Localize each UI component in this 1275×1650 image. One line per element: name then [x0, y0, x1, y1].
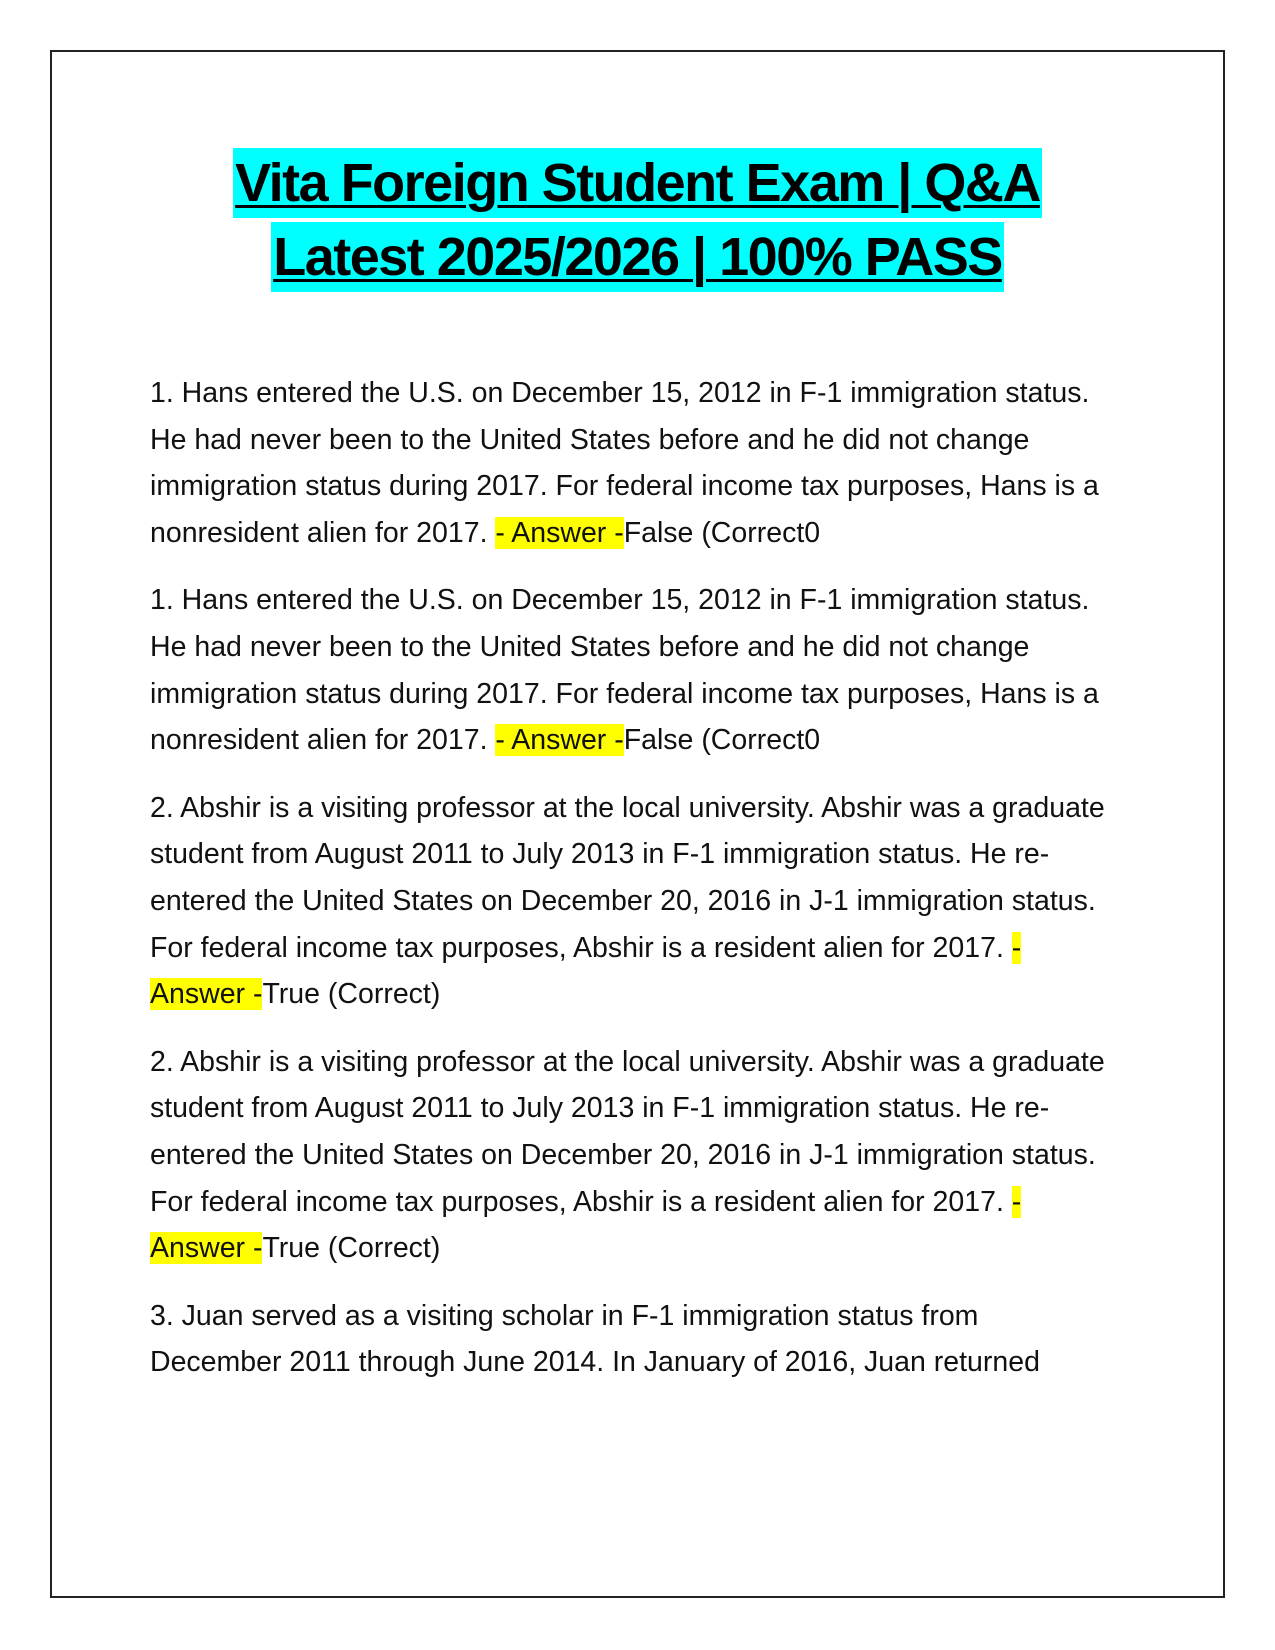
question-text: 1. Hans entered the U.S. on December 15, 2012 in F-1 immigration status. He had never been to the United States before and he did not change immigration status during 2017. For federal income tax purposes, Hans is a nonresident alien for 2017. [150, 584, 1099, 757]
answer-text: True (Correct) [262, 1232, 441, 1265]
title-line-2: Latest 2025/2026 | 100% PASS [271, 222, 1004, 292]
answer-text: True (Correct) [262, 978, 441, 1011]
qa-item [150, 370, 1110, 556]
qa-item [150, 785, 1110, 1018]
qa-item [150, 1039, 1110, 1272]
qa-item [150, 577, 1110, 763]
qa-item [150, 1293, 1110, 1386]
answer-marker: - Answer - [495, 724, 624, 757]
answer-marker: - Answer - [495, 516, 624, 549]
answer-text: False (Correct0 [623, 724, 821, 757]
question-text: 3. Juan served as a visiting scholar in F-1 immigration status from December 2011 through June 2014. In January of 2016, Juan returned [150, 1299, 1040, 1379]
answer-marker: - Answer - [150, 931, 1022, 1011]
title-line-1: Vita Foreign Student Exam | Q&A [233, 148, 1042, 218]
qa-list [150, 370, 1110, 1407]
question-text: 2. Abshir is a visiting professor at the local university. Abshir was a graduate student from August 2011 to July 2013 in F-1 immigration status. He re-entered the United States on December 20, 2016 in J-1 immigration status. For federal income tax purposes, Abshir is a resident alien for 2017. [150, 791, 1105, 964]
answer-marker: - Answer - [150, 1185, 1022, 1265]
question-text: 2. Abshir is a visiting professor at the local university. Abshir was a graduate student from August 2011 to July 2013 in F-1 immigration status. He re-entered the United States on December 20, 2016 in J-1 immigration status. For federal income tax purposes, Abshir is a resident alien for 2017. [150, 1045, 1105, 1218]
answer-text: False (Correct0 [623, 516, 821, 549]
question-text: 1. Hans entered the U.S. on December 15, 2012 in F-1 immigration status. He had never been to the United States before and he did not change immigration status during 2017. For federal income tax purposes, Hans is a nonresident alien for 2017. [150, 377, 1099, 549]
document-title [50, 148, 1225, 292]
